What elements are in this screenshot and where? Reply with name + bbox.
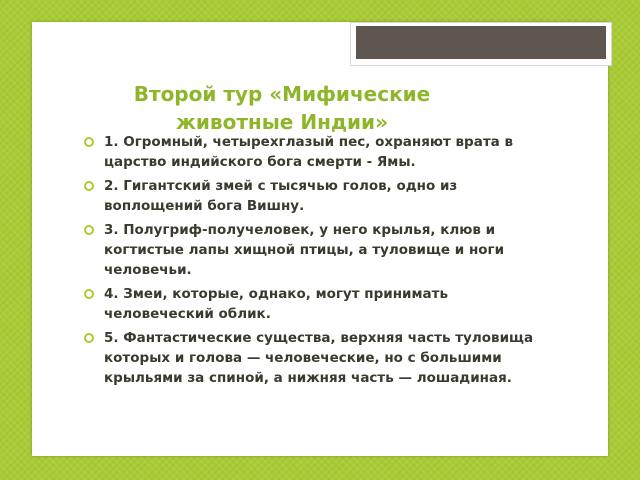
list-item-text: 5. Фантастические существа, верхняя часть туловища которых и голова — человеческие, но с большими крыльями за спиной, а нижняя часть — лошадиная. xyxy=(104,330,534,386)
ring-bullet-icon xyxy=(84,225,94,235)
list-item-text: 4. Змеи, которые, однако, могут принимать человеческий облик. xyxy=(104,286,448,322)
list-item xyxy=(84,220,554,280)
list-item-text: 1. Огромный, четырехглазый пес, охраняют врата в царство индийского бога смерти - Ямы. xyxy=(104,134,514,170)
ring-bullet-icon xyxy=(84,289,94,299)
ring-bullet-icon xyxy=(84,137,94,147)
list-item-text: 2. Гигантский змей с тысячью голов, одно из воплощений бога Вишну. xyxy=(104,178,458,214)
photo-frame xyxy=(350,22,612,66)
list-item xyxy=(84,328,554,388)
title-line-2: животные Индии» xyxy=(176,110,388,134)
list-item-text: 3. Полугриф-получеловек, у него крылья, клюв и когтистые лапы хищной птицы, а туловище и ноги человечьи. xyxy=(104,222,505,278)
slide-title xyxy=(72,80,492,136)
list-item xyxy=(84,132,554,172)
list-item xyxy=(84,176,554,216)
list-item xyxy=(84,284,554,324)
bullet-list xyxy=(84,132,554,392)
ring-bullet-icon xyxy=(84,333,94,343)
ring-bullet-icon xyxy=(84,181,94,191)
title-line-1: Второй тур «Мифические xyxy=(133,82,431,106)
photo-image xyxy=(356,26,606,59)
